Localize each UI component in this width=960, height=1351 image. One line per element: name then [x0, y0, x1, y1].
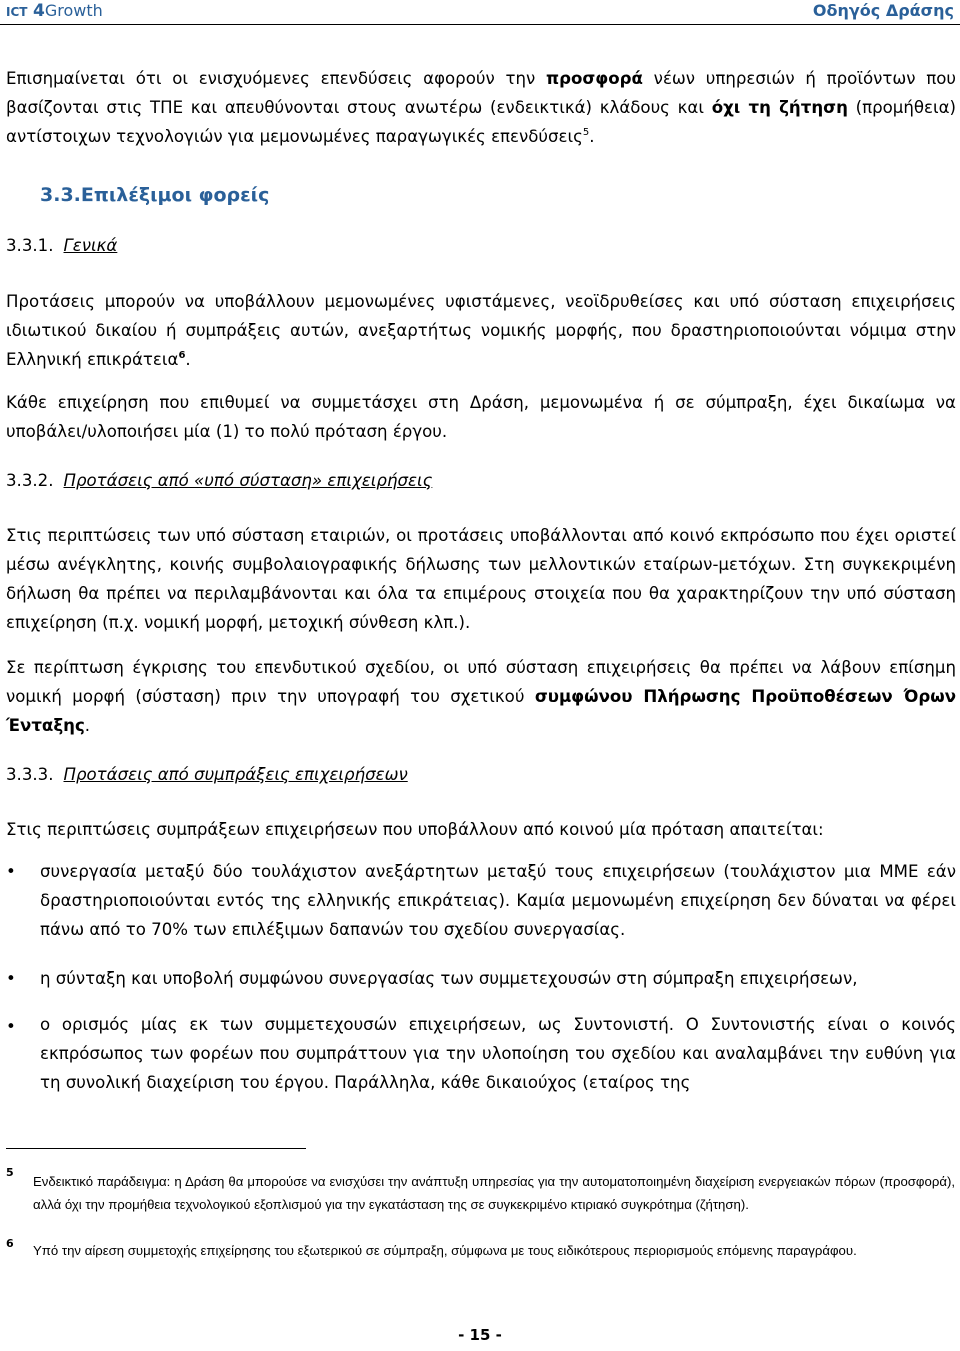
- brand-logo: ICT 4Growth: [6, 1, 103, 21]
- paragraph-3-3-3-intro: Στις περιπτώσεις συμπράξεων επιχειρήσεων που υποβάλλουν από κοινού μία πρόταση απαιτείται:: [6, 820, 824, 839]
- list-item: η σύνταξη και υποβολή συμφώνου συνεργασίας των συμμετεχουσών στη σύμπραξη επιχειρήσεων,: [40, 969, 858, 988]
- guide-title: Οδηγός Δράσης: [812, 1, 954, 20]
- subsection-heading-3-3-1: 3.3.1. Γενικά: [6, 236, 118, 255]
- paragraph-3-3-2-a: Στις περιπτώσεις των υπό σύσταση εταιριών, οι προτάσεις υποβάλλονται από κοινό εκπρόσωπο που έχει οριστεί μέσω ανέγκλητης, κοινής συμβολαιογραφικής δήλωσης των μελλοντικών εταίρων-μετόχων. Στη συγκεκριμένη δήλωση θα πρέπει να περιλαμβάνονται και όλα τα επιμέρους στοιχεία που θα χαρακτηρίζουν την υπό σύσταση επιχείρηση (π.χ. νομική μορφή, μετοχική σύνθεση κλπ.).: [6, 526, 956, 632]
- subsection-heading-3-3-3: 3.3.3. Προτάσεις από συμπράξεις επιχειρήσεων: [6, 765, 408, 784]
- paragraph-3-3-2-b: Σε περίπτωση έγκρισης του επενδυτικού σχεδίου, οι υπό σύσταση επιχειρήσεις θα πρέπει να λάβουν επίσημη νομική μορφή (σύσταση) πριν την υπογραφή του σχετικού συμφώνου Πλήρωσης Προϋποθέσεων Όρων Ένταξης.: [6, 658, 957, 735]
- paragraph-3-3-1-b: Κάθε επιχείρηση που επιθυμεί να συμμετάσχει στη Δράση, μεμονωμένα ή σε σύμπραξη, έχει δικαίωμα να υποβάλει/υλοποιήσει μία (1) το πολύ πρόταση έργου.: [6, 393, 956, 441]
- list-item: συνεργασία μεταξύ δύο τουλάχιστον ανεξάρτητων μεταξύ τους επιχειρήσεων (τουλάχιστον μια ΜΜΕ εάν δραστηριοποιούνται εντός της ελληνικής επικράτειας). Καμία μεμονωμένη επιχείρηση δεν δύναται να φέρει πάνω από το 70% των επιλέξιμων δαπανών του σχεδίου συνεργασίας.: [40, 862, 956, 939]
- footnote-separator: [6, 1148, 306, 1149]
- footnote-number: 5: [6, 1166, 14, 1179]
- intro-paragraph: Επισημαίνεται ότι οι ενισχυόμενες επενδύσεις αφορούν την προσφορά νέων υπηρεσιών ή προϊόντων που βασίζονται στις ΤΠΕ και απευθύνονται στους ανωτέρω (ενδεικτικά) κλάδους και όχι τη ζήτηση (προμήθεια) αντίστοιχων τεχνολογιών για μεμονωμένες παραγωγικές επενδύσεις$^5$.: [6, 69, 956, 146]
- footnote-ref-6[interactable]: 6: [178, 350, 186, 361]
- section-heading-3-3: 3.3.Επιλέξιμοι φορείς: [40, 184, 270, 206]
- bullet-marker: •: [6, 1017, 16, 1036]
- footnote-text: Υπό την αίρεση συμμετοχής επιχείρησης του εξωτερικού σε σύμπραξη, σύμφωνα με τους ειδικότερους περιορισμούς επόμενης παραγράφου.: [33, 1243, 857, 1258]
- page-number: - 15 -: [458, 1326, 502, 1344]
- subsection-heading-3-3-2: 3.3.2. Προτάσεις από «υπό σύσταση» επιχειρήσεις: [6, 471, 433, 490]
- bullet-marker: •: [6, 969, 16, 988]
- footnote-text: Ενδεικτικό παράδειγμα: η Δράση θα μπορούσε να ενισχύσει την ανάπτυξη υπηρεσίας για την αυτοματοποιημένη διαχείριση ενεργειακών πόρων (προσφορά), αλλά όχι την προμήθεια τεχνολογικού εξοπλισμού για την εγκατάσταση της σε συγκεκριμένο κτιριακό συγκρότημα (ζήτηση).: [33, 1174, 955, 1212]
- footnote-ref-5[interactable]: 5: [582, 127, 590, 138]
- footnote-number: 6: [6, 1237, 14, 1250]
- bullet-marker: •: [6, 862, 16, 881]
- page-header: [0, 0, 960, 25]
- paragraph-3-3-1-a: Προτάσεις μπορούν να υποβάλλουν μεμονωμένες υφιστάμενες, νεοϊδρυθείσες και υπό σύσταση επιχειρήσεις ιδιωτικού δικαίου ή συμπράξεις αυτών, ανεξαρτήτως νομικής μορφής, που δραστηριοποιούνται νόμιμα στην Ελληνική επικράτεια$^6$.: [6, 292, 956, 369]
- list-item: ο ορισμός μίας εκ των συμμετεχουσών επιχειρήσεων, ως Συντονιστή. Ο Συντονιστής είναι ο κοινός εκπρόσωπος των φορέων που συμπράττουν για την υλοποίηση του σχεδίου και αναλαμβάνει την ευθύνη για τη συνολική διαχείριση του έργου. Παράλληλα, κάθε δικαιούχος (εταίρος της: [40, 1015, 956, 1092]
